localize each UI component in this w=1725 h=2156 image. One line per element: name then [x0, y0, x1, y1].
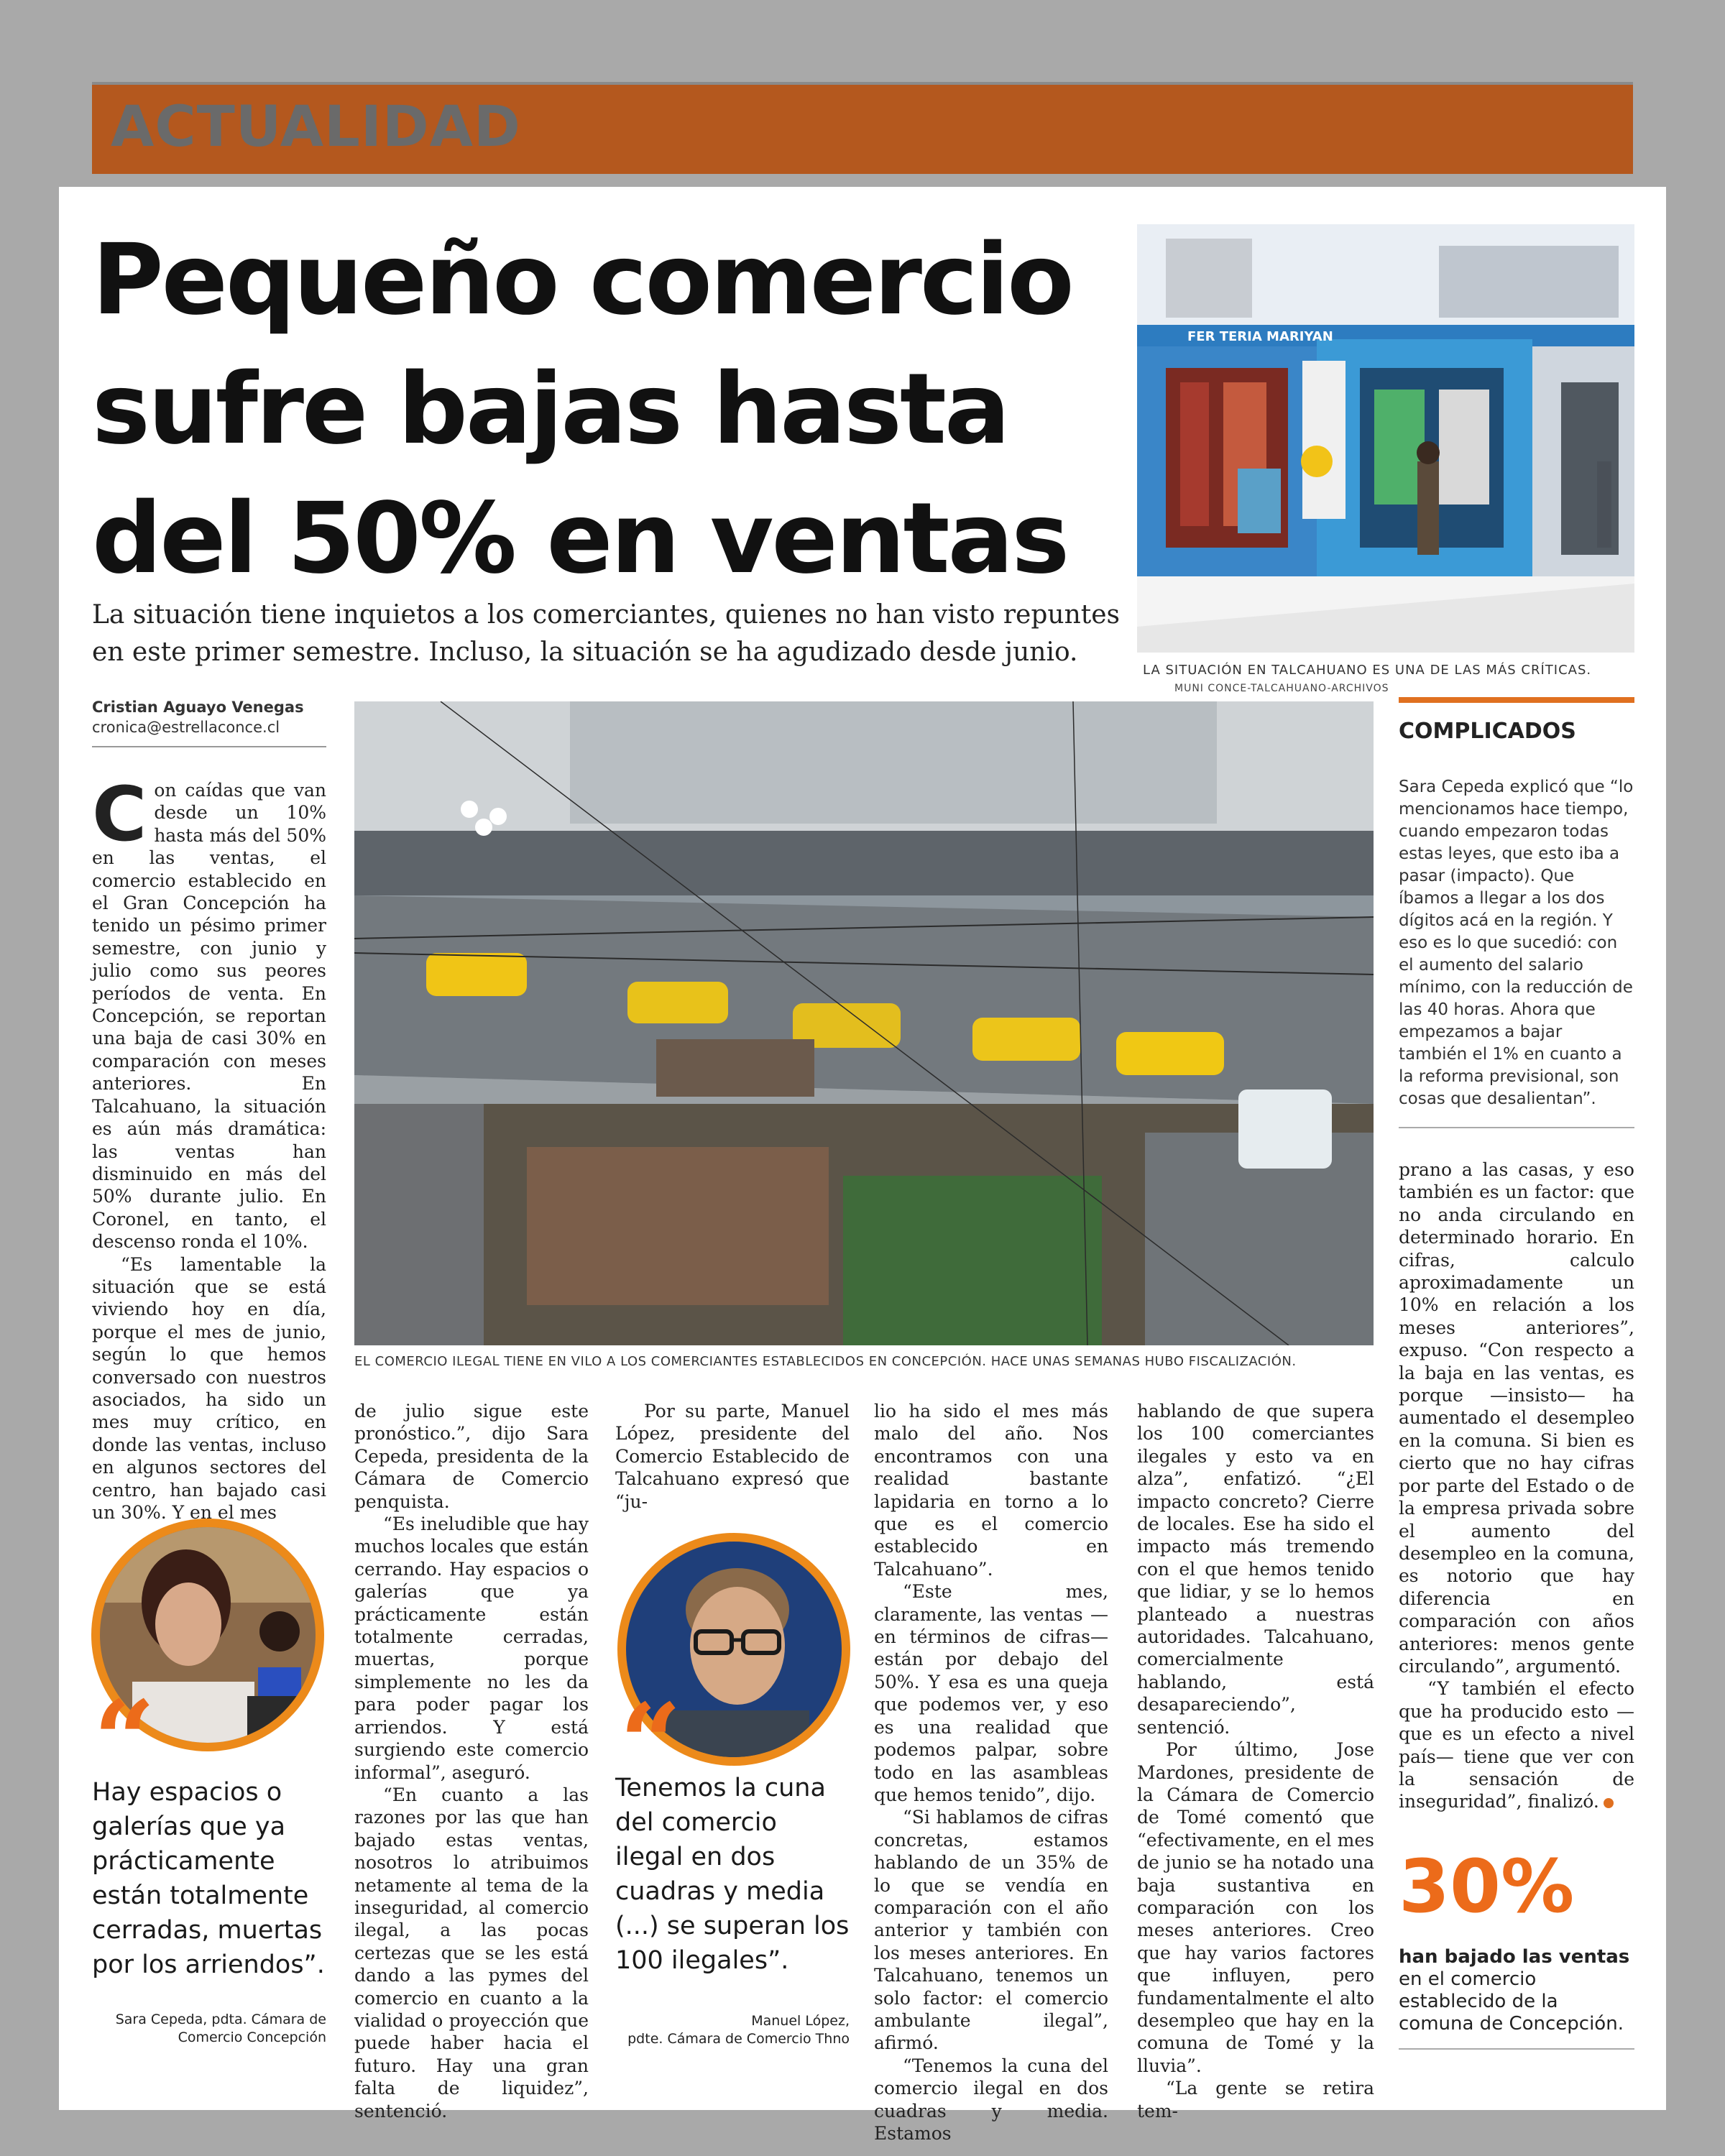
body-paragraph: Por su parte, Manuel López, presidente del Comercio Establecido de Talcahuano expresó que “ju- [615, 1401, 850, 1512]
attribution-line: Sara Cepeda, pdta. Cámara de [115, 2012, 326, 2027]
store-sign-text: FER TERIA MARIYAN [1187, 329, 1333, 344]
body-paragraph: hablando de que supera los 100 comerciantes ilegales y esto va en alza”, enfatizó. “¿El impacto concreto? Cierre de locales. Ese ha sido el impacto más tremendo con el que hemos tenido que lidiar, y se lo hemos planteado a nuestras autoridades. Talcahuano, comercialmente hablando, está desapareciendo”, sentenció. [1137, 1401, 1374, 1738]
byline-divider [92, 746, 326, 747]
body-paragraph: de julio sigue este pronóstico.”, dijo Sara Cepeda, presidenta de la Cámara de Comercio penquista. [354, 1401, 589, 1512]
body-paragraph: “Tenemos la cuna del comercio ilegal en dos cuadras y media. Estamos [874, 2055, 1108, 2144]
body-paragraph: “Este mes, claramente, las ventas —en términos de cifras— están por debajo del 50%. Y esa es una queja que podemos ver, y eso es una realidad que podemos palpar, sobre todo en las asambleas que hemos tenido”, dijo. [874, 1581, 1108, 1805]
body-column-6 [1399, 1158, 1634, 1813]
body-paragraph: prano a las casas, y eso también es un factor: que no anda circulando en determinado horario. En cifras, calculo aproximadamente un 10% en relación a los meses anteriores”, expuso. “Con respecto a la baja en las ventas, es porque —insisto— ha aumentado el desempleo en la comuna. Si bien es cierto que no hay cifras por parte del Estado o de la empresa privada sobre el aumento del desempleo en la comuna, es notorio que hay diferencia en comparación con años anteriores: menos gente circulando”, argumentó. [1399, 1159, 1634, 1677]
pull-quote-1-attribution [92, 2011, 326, 2047]
stat-text-bold: han bajado las ventas [1399, 1946, 1630, 1968]
stat-description [1399, 1946, 1636, 2035]
storefront-photo [1137, 224, 1634, 653]
top-photo-caption: LA SITUACIÓN EN TALCAHUANO ES UNA DE LAS MÁS CRÍTICAS. [1143, 663, 1592, 678]
body-column-2 [354, 1400, 589, 2122]
stat-text-rest: en el comercio establecido de la comuna de Concepción. [1399, 1968, 1624, 2035]
paragraph-text: on caídas que van desde un 10% hasta más del 50% en las ventas, el comercio establecido en el Gran Concepción ha tenido un pésimo primer semestre, con junio y julio como sus peores períodos de venta. En Concepción, se reportan una baja de casi 30% en comparación con meses anteriores. En Talcahuano, la situación es aún más dramática: las ventas han disminuido en más del 50% durante julio. En Coronel, en tanto, el descenso ronda el 10%. [92, 780, 326, 1253]
author-name: Cristian Aguayo Venegas [92, 699, 304, 716]
attribution-line: pdte. Cámara de Comercio Thno [627, 2031, 850, 2047]
article-headline [92, 216, 1113, 604]
body-paragraph: “Es ineludible que hay muchos locales que están cerrando. Hay espacios o galerías que ya prácticamente están totalmente cerradas, muertas, porque simplemente no les da para poder pagar los arriendos. Y está surgiendo este comercio informal”, aseguró. [354, 1514, 589, 1783]
article-subhead: La situación tiene inquietos a los comerciantes, quienes no han visto repuntes en este primer semestre. Incluso, la situación se ha agudizado desde junio. [92, 600, 1120, 667]
body-paragraph: lio ha sido el mes más malo del año. Nos encontramos con una realidad bastante lapidaria en torno a lo que es el comercio establecido en Talcahuano”. [874, 1401, 1108, 1580]
end-of-article-icon [1604, 1798, 1614, 1808]
byline [92, 697, 304, 737]
body-paragraph: Por último, Jose Mardones, presidente de la Cámara de Comercio de Tomé comentó que “efectivamente, en el mes de junio se ha notado una baja sustantiva en comparación con los meses anteriores. Creo que hay varios factores que influyen, pero fundamentalmente el alto desempleo que hay en la comuna de Tomé y la lluvia”. [1137, 1739, 1374, 2076]
aerial-street-illustration [354, 701, 1374, 1345]
body-paragraph [1399, 1677, 1634, 1812]
attribution-line: Manuel López, [751, 2013, 850, 2029]
body-paragraph [92, 770, 326, 1253]
top-photo-credit: MUNI CONCE-TALCAHUANO-ARCHIVOS [1174, 683, 1389, 694]
sidebar-title: COMPLICADOS [1399, 719, 1576, 744]
body-paragraph: “La gente se retira tem- [1137, 2078, 1374, 2122]
sidebar-text: Sara Cepeda explicó que “lo mencionamos hace tiempo, cuando empezaron todas estas leyes, que esto iba a pasar (impacto). Que íbamos a llegar a los dos dígitos acá en la región. Y eso es lo que sucedió: con el aumento del salario mínimo, con la reducción de las 40 horas. Ahora que empezamos a bajar también el 1% en cuanto a la reforma previsional, son cosas que desalientan”. [1399, 778, 1634, 1108]
body-column-4 [874, 1400, 1108, 2145]
author-email[interactable]: cronica@estrellaconce.cl [92, 719, 280, 736]
pull-quote-2-attribution [615, 2012, 850, 2048]
sidebar-accent-rule [1399, 697, 1634, 703]
quote-mark-icon: “ [93, 1677, 156, 1804]
sidebar-divider [1399, 1127, 1634, 1128]
headline-line: del 50% en ventas [92, 482, 1068, 596]
body-paragraph: “En cuanto a las razones por las que han bajado estas ventas, nosotros lo atribuimos netamente al tema de la inseguridad, al comercio ilegal, a las pocas certezas que se les está dando a las pymes del comercio en cuanto a la vialidad o proyección que puede haber hacia el futuro. Hay una gran falta de liquidez”, sentenció. [354, 1784, 589, 2122]
body-column-3 [615, 1400, 850, 1513]
body-column-5 [1137, 1400, 1374, 2122]
stat-value: 30% [1399, 1844, 1575, 1930]
body-paragraph: “Si hablamos de cifras concretas, estamos hablando de un 35% de lo que se vendía en comparación con el año anterior y también con los meses anteriores. En Talcahuano, tenemos un solo factor: el comercio ambulante ilegal”, afirmó. [874, 1807, 1108, 2054]
headline-line: sufre bajas hasta [92, 353, 1008, 466]
quote-mark-icon: “ [620, 1680, 682, 1807]
aerial-street-photo [354, 701, 1374, 1345]
main-photo-caption: EL COMERCIO ILEGAL TIENE EN VILO A LOS COMERCIANTES ESTABLECIDOS EN CONCEPCIÓN. HACE UNAS SEMANAS HUBO FISCALIZACIÓN. [354, 1354, 1297, 1369]
section-header-bar [92, 82, 1633, 174]
stat-divider [1399, 2048, 1634, 2050]
storefront-illustration [1137, 224, 1634, 653]
body-column-1 [92, 770, 326, 1524]
headline-line: Pequeño comercio [92, 224, 1072, 337]
pull-quote-1: Hay espacios o galerías que ya prácticamente están totalmente cerradas, muertas por los arriendos”. [92, 1778, 325, 1979]
drop-cap: C [92, 770, 147, 858]
paragraph-text: “Y también el efecto que ha producido esto —que es un efecto a nivel país— tiene que ver con la sensación de inseguridad”, finalizó. [1399, 1678, 1634, 1812]
pull-quote-2: Tenemos la cuna del comercio ilegal en dos cuadras y media (...) se superan los 100 ilegales”. [615, 1774, 850, 1975]
section-label: ACTUALIDAD [111, 95, 521, 160]
body-paragraph: “Es lamentable la situación que se está viviendo hoy en día, porque el mes de junio, según lo que hemos conversado con nuestros asociados, ha sido un mes muy crítico, en donde las ventas, incluso en algunos sectores del centro, han bajado casi un 30%. Y en el mes [92, 1253, 326, 1523]
attribution-line: Comercio Concepción [178, 2030, 326, 2045]
